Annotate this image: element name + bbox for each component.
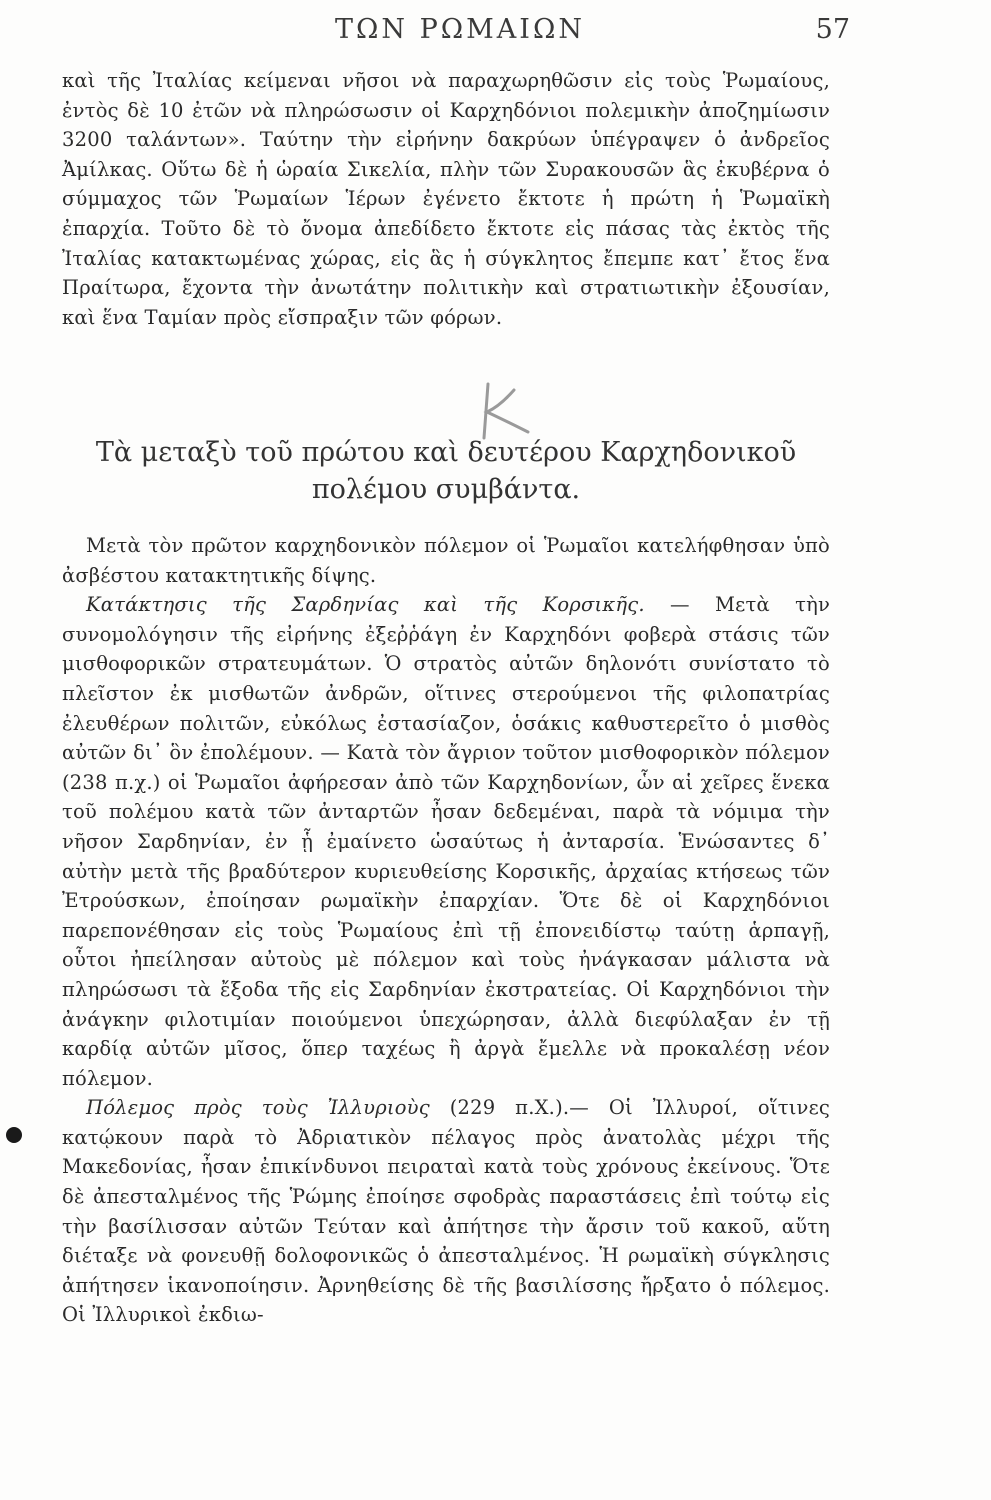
paragraph-text: — Μετὰ τὴν συνομολόγησιν τῆς εἰρήνης ἐξεῤῥάγη ἐν Καρχηδόνι φοβερὰ στάσις τῶν μισθοφορικῶν στρατευμάτων. Ὁ στρατὸς αὐτῶν δηλονότι συνίστατο τὸ πλεῖστον ἐκ μισθωτῶν ἀνδρῶν, οἵτινες στερούμενοι τῆς φιλοπατρίας ἐλευθέρων πολιτῶν, εὐκόλως ἐστασίαζον, ὁσάκις καθυστερεῖτο ὁ μισθὸς αὐτῶν δι᾽ ὃν ἐπολέμουν. — Κατὰ τὸν ἄγριον τοῦτον μισθοφορικὸν πόλεμον (238 π.χ.) οἱ Ῥωμαῖοι ἀφήρεσαν ἀπὸ τῶν Καρχηδονίων, ὧν αἱ χεῖρες ἕνεκα τοῦ πολέμου κατὰ τῶν ἀνταρτῶν ἦσαν δεδεμέναι, παρὰ τὰ νόμιμα τὴν νῆσον Σαρδηνίαν, ἐν ᾗ ἐμαίνετο ὡσαύτως ἡ ἀνταρσία. Ἑνώσαντες δ᾽ αὐτὴν μετὰ τῆς βραδύτερον κυριευθείσης Κορσικῆς, ἀρχαίας κτήσεως τῶν Ἐτρούσκων, ἐποίησαν ρωμαϊκὴν ἐπαρχίαν. Ὅτε δὲ οἱ Καρχηδόνιοι παρεπονέθησαν εἰς τοὺς Ῥωμαίους ἐπὶ τῇ ἐπονειδίστῳ ταύτῃ ἁρπαγῇ, οὗτοι ἠπείλησαν αὐτοὺς μὲ πόλεμον καὶ τοὺς ἠνάγκασαν μάλιστα νὰ πληρώσωσι τὰ ἔξοδα τῆς εἰς Σαρδηνίαν ἐκστρατείας. Οἱ Καρχηδόνιοι τὴν ἀνάγκην φιλοτιμίαν ποιούμενοι ὑπεχώρησαν, ἀλλὰ διεφύλαξαν ἐν τῇ καρδίᾳ αὐτῶν μῖσος, ὅπερ ταχέως ἢ ἀργὰ ἔμελλε νὰ προκαλέσῃ νέον πόλεμον. (62, 593, 831, 1090)
paragraph-text: Μετὰ τὸν πρῶτον καρχηδονικὸν πόλεμον οἱ Ῥωμαῖοι κατελήφθησαν ὑπὸ ἀσβέστου κατακτητικῆς δίψης. (62, 534, 830, 587)
running-title: ΤΩΝ ΡΩΜΑΙΩΝ (335, 14, 585, 45)
paragraph: καὶ τῆς Ἰταλίας κείμεναι νῆσοι νὰ παραχωρηθῶσιν εἰς τοὺς Ῥωμαίους, ἐντὸς δὲ 10 ἐτῶν νὰ πληρώσωσιν οἱ Καρχηδόνιοι πολεμικὴν ἀποζημίωσιν 3200 ταλάντων». Ταύτην τὴν εἰρήνην δακρύων ὑπέγραψεν ὁ ἀνδρεῖος Ἀμίλκας. Οὕτω δὲ ἡ ὡραία Σικελία, πλὴν τῶν Συρακουσῶν ἃς ἐκυβέρνα ὁ σύμμαχος τῶν Ῥωμαίων Ἱέρων ἐγένετο ἔκτοτε ἡ πρώτη ἡ Ῥωμαϊκὴ ἐπαρχία. Τοῦτο δὲ τὸ ὄνομα ἀπεδίδετο ἔκτοτε εἰς πάσας τὰς ἐκτὸς τῆς Ἰταλίας κατακτωμένας χώρας, εἰς ἃς ἡ σύγκλητος ἔπεμπε κατ᾽ ἔτος ἕνα Πραίτωρα, ἔχοντα τὴν ἀνωτάτην πολιτικὴν καὶ στρατιωτικὴν ἐξουσίαν, καὶ ἕνα Ταμίαν πρὸς εἴσπραξιν τῶν φόρων. (62, 69, 830, 329)
paragraph-lead: Πόλεμος πρὸς τοὺς Ἰλλυριοὺς (86, 1096, 430, 1120)
paragraph-text: (229 π.Χ.).— Οἱ Ἰλλυροί, οἵτινες κατῴκουν παρὰ τὸ Ἀδριατικὸν πέλαγος πρὸς ἀνατολὰς μέχρι τῆς Μακεδονίας, ἦσαν ἐπικίνδυνοι πειραταὶ κατὰ τοὺς χρόνους ἐκείνους. Ὅτε δὲ ἀπεσταλμένος τῆς Ῥώμης ἐποίησε σφοδρὰς παραστάσεις ἐπὶ τούτῳ εἰς τὴν βασίλισσαν αὐτῶν Τεύταν καὶ ἀπήτησε τὴν ἄρσιν τοῦ κακοῦ, αὕτη διέταξε νὰ φονευθῇ δολοφονικῶς ὁ ἀπεσταλμένος. Ἡ ρωμαϊκὴ σύγκλησις ἀπήτησεν ἱκανοποίησιν. Ἀρνηθείσης δὲ τῆς βασιλίσσης ἤρξατο ὁ πόλεμος. Οἱ Ἰλλυρικοὶ ἐκδιω- (62, 1096, 831, 1327)
section-heading (62, 434, 830, 508)
section-heading-line-2: πολέμου συμβάντα. (311, 474, 581, 505)
running-head (70, 14, 850, 54)
section-heading-line-1: Τὰ μεταξὺ τοῦ πρώτου καὶ δευτέρου Καρχηδονικοῦ (95, 437, 797, 468)
page-number: 57 (815, 14, 850, 45)
ink-dot-icon (6, 1127, 22, 1143)
text-block-bottom (62, 531, 830, 1330)
paragraph-intro (62, 531, 830, 590)
text-block-top (62, 66, 830, 332)
paragraph-illyrians (62, 1093, 830, 1330)
paragraph-lead: Κατάκτησις τῆς Σαρδηνίας καὶ τῆς Κορσικῆς. (86, 593, 645, 617)
paragraph-sardinia (62, 590, 830, 1093)
